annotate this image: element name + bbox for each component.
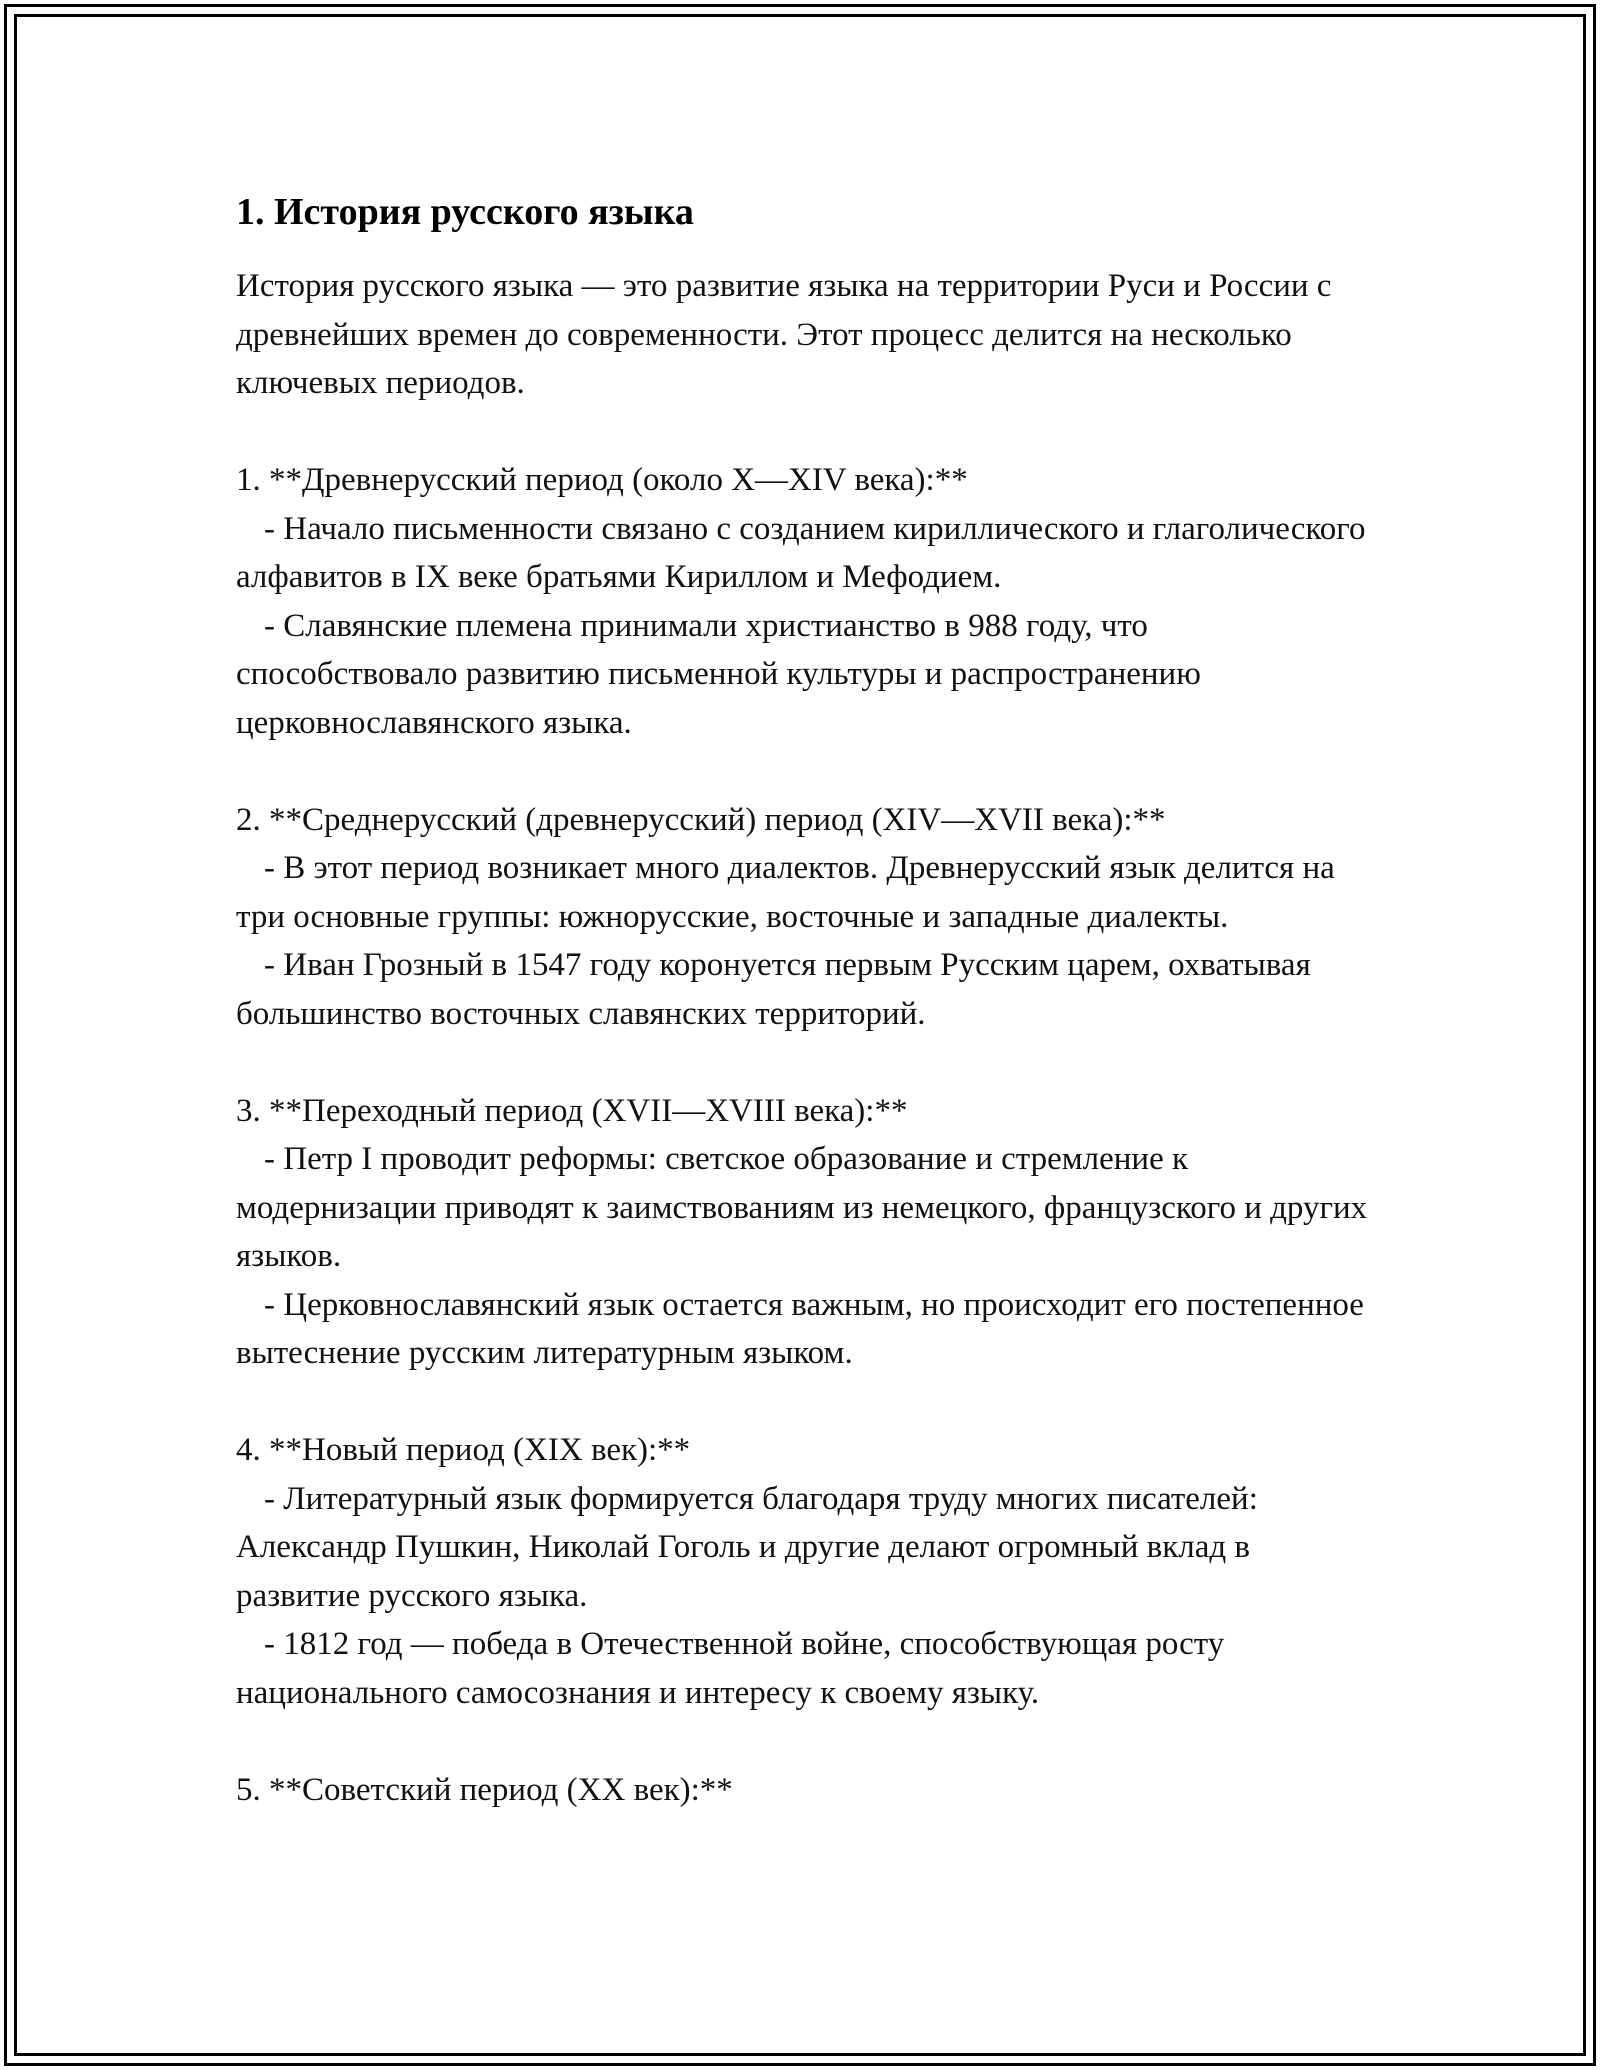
paragraph-gap [236, 1038, 1376, 1087]
period-point: - 1812 год — победа в Отечественной войне, способствующая росту национального самосознания и интересу к своему языку. [236, 1626, 1233, 1711]
period-heading: 5. **Советский период (XX век):** [236, 1771, 733, 1808]
paragraph-gap [236, 1378, 1376, 1427]
period-section-2 [236, 796, 1376, 1039]
period-point: - Славянские племена принимали христианство в 988 году, что способствовало развитию письменной культуры и распространению церковнославянского языка. [236, 607, 1210, 741]
period-heading: 2. **Среднерусский (древнерусский) период (XIV—XVII века):** [236, 801, 1166, 838]
period-section-1 [236, 456, 1376, 747]
period-point: - Петр I проводит реформы: светское образование и стремление к модернизации приводят к заимствованиям из немецкого, французского и других языков. [236, 1141, 1376, 1274]
period-heading: 3. **Переходный период (XVII—XVIII века):** [236, 1092, 908, 1129]
paragraph-gap [236, 747, 1376, 796]
period-point: - Церковнославянский язык остается важным, но происходит его постепенное вытеснение русским литературным языком. [236, 1286, 1373, 1371]
period-point: - В этот период возникает много диалектов. Древнерусский язык делится на три основные группы: южнорусские, восточные и западные диалекты. [236, 850, 1344, 935]
period-section-3 [236, 1087, 1376, 1378]
period-point: - Иван Грозный в 1547 году коронуется первым Русским царем, охватывая большинство восточных славянских территорий. [236, 947, 1320, 1032]
period-point: - Начало письменности связано с созданием кириллического и глаголического алфавитов в IX веке братьями Кириллом и Мефодием. [236, 510, 1374, 595]
paragraph-gap [236, 1717, 1376, 1766]
intro-paragraph: История русского языка — это развитие языка на территории Руси и России с древнейших времен до современности. Этот процесс делится на несколько ключевых периодов. [236, 268, 1340, 401]
period-section-5 [236, 1766, 1376, 1815]
document-title: 1. История русского языка [236, 191, 694, 233]
document-body [236, 186, 1376, 1814]
period-heading: 1. **Древнерусский период (около X—XIV века):** [236, 462, 968, 498]
period-point: - Литературный язык формируется благодаря труду многих писателей: Александр Пушкин, Николай Гоголь и другие делают огромный вклад в развитие русского языка. [236, 1480, 1267, 1614]
period-section-4 [236, 1426, 1376, 1717]
paragraph-gap [236, 408, 1376, 457]
period-heading: 4. **Новый период (XIX век):** [236, 1432, 691, 1468]
